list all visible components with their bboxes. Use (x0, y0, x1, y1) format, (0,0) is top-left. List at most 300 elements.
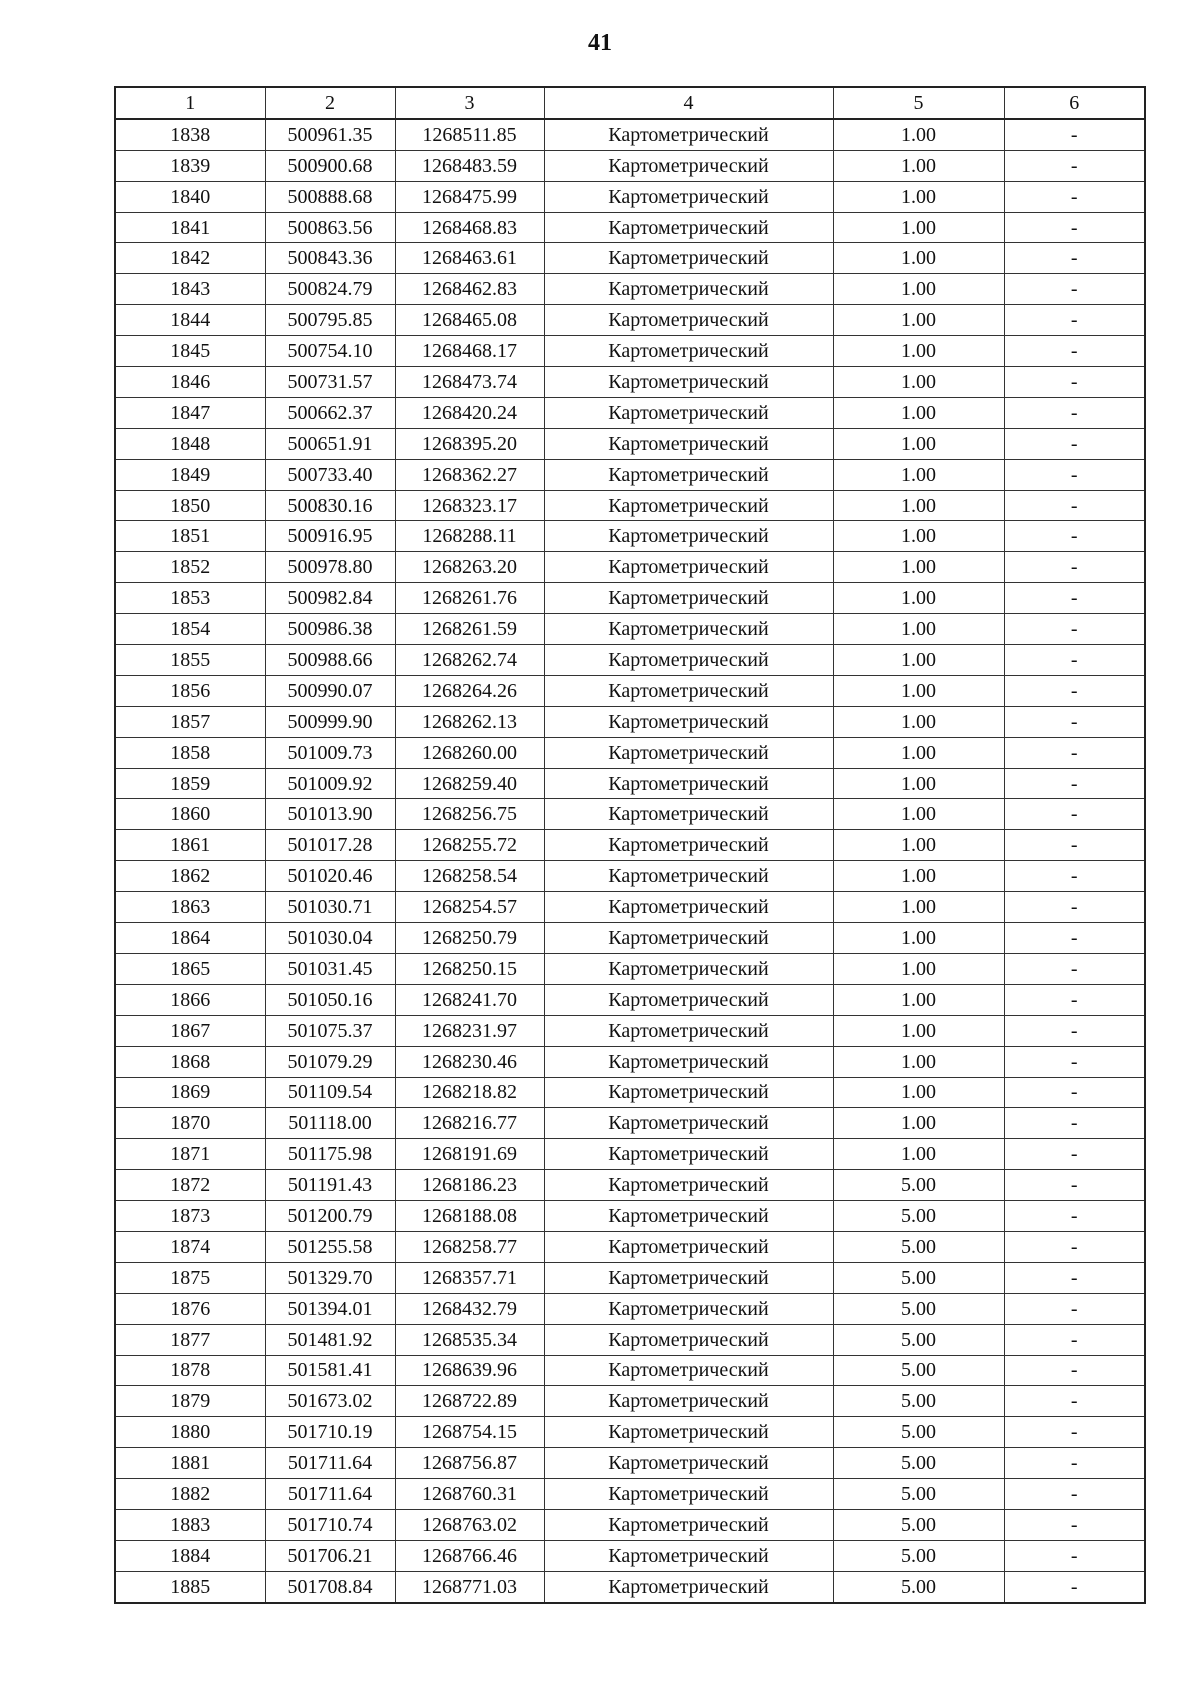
table-row (115, 181, 1145, 212)
x-coordinate-cell: 500863.56 (265, 212, 395, 243)
y-coordinate-cell: 1268639.96 (395, 1355, 544, 1386)
x-coordinate-cell: 501017.28 (265, 830, 395, 861)
method-cell: Картометрический (544, 1417, 833, 1448)
accuracy-cell: 1.00 (833, 614, 1004, 645)
y-coordinate-cell: 1268261.76 (395, 583, 544, 614)
y-coordinate-cell: 1268357.71 (395, 1262, 544, 1293)
x-coordinate-cell: 501581.41 (265, 1355, 395, 1386)
description-cell: - (1004, 953, 1145, 984)
point-number-cell: 1859 (115, 768, 265, 799)
accuracy-cell: 1.00 (833, 645, 1004, 676)
point-number-cell: 1875 (115, 1262, 265, 1293)
table-row (115, 490, 1145, 521)
point-number-cell: 1864 (115, 923, 265, 954)
y-coordinate-cell: 1268722.89 (395, 1386, 544, 1417)
method-cell: Картометрический (544, 212, 833, 243)
accuracy-cell: 1.00 (833, 737, 1004, 768)
accuracy-cell: 5.00 (833, 1231, 1004, 1262)
accuracy-cell: 1.00 (833, 1077, 1004, 1108)
accuracy-cell: 5.00 (833, 1386, 1004, 1417)
table-row (115, 953, 1145, 984)
table-row (115, 212, 1145, 243)
description-cell: - (1004, 367, 1145, 398)
point-number-cell: 1873 (115, 1201, 265, 1232)
method-cell: Картометрический (544, 799, 833, 830)
accuracy-cell: 1.00 (833, 1046, 1004, 1077)
description-cell: - (1004, 923, 1145, 954)
table-row (115, 1571, 1145, 1602)
description-cell: - (1004, 1231, 1145, 1262)
method-cell: Картометрический (544, 397, 833, 428)
method-cell: Картометрический (544, 830, 833, 861)
point-number-cell: 1884 (115, 1540, 265, 1571)
x-coordinate-cell: 501050.16 (265, 984, 395, 1015)
point-number-cell: 1847 (115, 397, 265, 428)
y-coordinate-cell: 1268432.79 (395, 1293, 544, 1324)
method-cell: Картометрический (544, 305, 833, 336)
point-number-cell: 1870 (115, 1108, 265, 1139)
point-number-cell: 1841 (115, 212, 265, 243)
y-coordinate-cell: 1268250.79 (395, 923, 544, 954)
accuracy-cell: 1.00 (833, 459, 1004, 490)
accuracy-cell: 1.00 (833, 428, 1004, 459)
description-cell: - (1004, 490, 1145, 521)
y-coordinate-cell: 1268186.23 (395, 1170, 544, 1201)
description-cell: - (1004, 675, 1145, 706)
y-coordinate-cell: 1268511.85 (395, 119, 544, 150)
point-number-cell: 1838 (115, 119, 265, 150)
method-cell: Картометрический (544, 1448, 833, 1479)
x-coordinate-cell: 501079.29 (265, 1046, 395, 1077)
accuracy-cell: 1.00 (833, 367, 1004, 398)
x-coordinate-cell: 500982.84 (265, 583, 395, 614)
y-coordinate-cell: 1268259.40 (395, 768, 544, 799)
y-coordinate-cell: 1268188.08 (395, 1201, 544, 1232)
table-row (115, 367, 1145, 398)
y-coordinate-cell: 1268230.46 (395, 1046, 544, 1077)
point-number-cell: 1855 (115, 645, 265, 676)
point-number-cell: 1885 (115, 1571, 265, 1602)
table-row (115, 1355, 1145, 1386)
accuracy-cell: 1.00 (833, 305, 1004, 336)
description-cell: - (1004, 150, 1145, 181)
table-row (115, 1479, 1145, 1510)
x-coordinate-cell: 501711.64 (265, 1448, 395, 1479)
point-number-cell: 1860 (115, 799, 265, 830)
accuracy-cell: 1.00 (833, 984, 1004, 1015)
table-row (115, 984, 1145, 1015)
method-cell: Картометрический (544, 1355, 833, 1386)
table-row (115, 830, 1145, 861)
y-coordinate-cell: 1268261.59 (395, 614, 544, 645)
point-number-cell: 1881 (115, 1448, 265, 1479)
table-row (115, 1448, 1145, 1479)
method-cell: Картометрический (544, 984, 833, 1015)
table-row (115, 274, 1145, 305)
table-row (115, 614, 1145, 645)
accuracy-cell: 5.00 (833, 1540, 1004, 1571)
x-coordinate-cell: 501394.01 (265, 1293, 395, 1324)
y-coordinate-cell: 1268218.82 (395, 1077, 544, 1108)
method-cell: Картометрический (544, 1571, 833, 1602)
point-number-cell: 1879 (115, 1386, 265, 1417)
method-cell: Картометрический (544, 1201, 833, 1232)
description-cell: - (1004, 1046, 1145, 1077)
y-coordinate-cell: 1268463.61 (395, 243, 544, 274)
x-coordinate-cell: 501708.84 (265, 1571, 395, 1602)
method-cell: Картометрический (544, 614, 833, 645)
x-coordinate-cell: 501200.79 (265, 1201, 395, 1232)
description-cell: - (1004, 1540, 1145, 1571)
point-number-cell: 1846 (115, 367, 265, 398)
y-coordinate-cell: 1268475.99 (395, 181, 544, 212)
y-coordinate-cell: 1268260.00 (395, 737, 544, 768)
method-cell: Картометрический (544, 428, 833, 459)
description-cell: - (1004, 1417, 1145, 1448)
x-coordinate-cell: 500795.85 (265, 305, 395, 336)
method-cell: Картометрический (544, 1046, 833, 1077)
y-coordinate-cell: 1268420.24 (395, 397, 544, 428)
x-coordinate-cell: 501009.92 (265, 768, 395, 799)
point-number-cell: 1876 (115, 1293, 265, 1324)
method-cell: Картометрический (544, 583, 833, 614)
description-cell: - (1004, 892, 1145, 923)
table-row (115, 1046, 1145, 1077)
method-cell: Картометрический (544, 1540, 833, 1571)
description-cell: - (1004, 861, 1145, 892)
point-number-cell: 1845 (115, 336, 265, 367)
description-cell: - (1004, 1015, 1145, 1046)
point-number-cell: 1839 (115, 150, 265, 181)
point-number-cell: 1850 (115, 490, 265, 521)
table-row (115, 1386, 1145, 1417)
x-coordinate-cell: 500988.66 (265, 645, 395, 676)
point-number-cell: 1843 (115, 274, 265, 305)
x-coordinate-cell: 500990.07 (265, 675, 395, 706)
table-row (115, 675, 1145, 706)
y-coordinate-cell: 1268231.97 (395, 1015, 544, 1046)
point-number-cell: 1854 (115, 614, 265, 645)
description-cell: - (1004, 737, 1145, 768)
table-row (115, 336, 1145, 367)
description-cell: - (1004, 1139, 1145, 1170)
table-body (115, 119, 1145, 1603)
accuracy-cell: 5.00 (833, 1571, 1004, 1602)
accuracy-cell: 1.00 (833, 830, 1004, 861)
table-header (115, 87, 1145, 119)
x-coordinate-cell: 500731.57 (265, 367, 395, 398)
y-coordinate-cell: 1268254.57 (395, 892, 544, 923)
description-cell: - (1004, 521, 1145, 552)
table-row (115, 799, 1145, 830)
description-cell: - (1004, 552, 1145, 583)
x-coordinate-cell: 500978.80 (265, 552, 395, 583)
y-coordinate-cell: 1268262.13 (395, 706, 544, 737)
description-cell: - (1004, 428, 1145, 459)
description-cell: - (1004, 1355, 1145, 1386)
accuracy-cell: 1.00 (833, 768, 1004, 799)
method-cell: Картометрический (544, 675, 833, 706)
method-cell: Картометрический (544, 1015, 833, 1046)
method-cell: Картометрический (544, 1386, 833, 1417)
table-row (115, 1108, 1145, 1139)
method-cell: Картометрический (544, 1108, 833, 1139)
description-cell: - (1004, 1201, 1145, 1232)
description-cell: - (1004, 181, 1145, 212)
coordinates-table (114, 86, 1146, 1604)
method-cell: Картометрический (544, 861, 833, 892)
method-cell: Картометрический (544, 1509, 833, 1540)
table-row (115, 150, 1145, 181)
description-cell: - (1004, 1571, 1145, 1602)
x-coordinate-cell: 501255.58 (265, 1231, 395, 1262)
method-cell: Картометрический (544, 1231, 833, 1262)
table-row (115, 1324, 1145, 1355)
description-cell: - (1004, 1108, 1145, 1139)
x-coordinate-cell: 501109.54 (265, 1077, 395, 1108)
accuracy-cell: 5.00 (833, 1509, 1004, 1540)
table-row (115, 1231, 1145, 1262)
method-cell: Картометрический (544, 768, 833, 799)
method-cell: Картометрический (544, 1077, 833, 1108)
accuracy-cell: 1.00 (833, 799, 1004, 830)
x-coordinate-cell: 501706.21 (265, 1540, 395, 1571)
accuracy-cell: 1.00 (833, 923, 1004, 954)
y-coordinate-cell: 1268288.11 (395, 521, 544, 552)
accuracy-cell: 5.00 (833, 1417, 1004, 1448)
accuracy-cell: 5.00 (833, 1479, 1004, 1510)
y-coordinate-cell: 1268256.75 (395, 799, 544, 830)
x-coordinate-cell: 500824.79 (265, 274, 395, 305)
description-cell: - (1004, 1479, 1145, 1510)
description-cell: - (1004, 1386, 1145, 1417)
table-row (115, 305, 1145, 336)
point-number-cell: 1868 (115, 1046, 265, 1077)
x-coordinate-cell: 501031.45 (265, 953, 395, 984)
point-number-cell: 1853 (115, 583, 265, 614)
method-cell: Картометрический (544, 150, 833, 181)
x-coordinate-cell: 500888.68 (265, 181, 395, 212)
point-number-cell: 1848 (115, 428, 265, 459)
description-cell: - (1004, 397, 1145, 428)
y-coordinate-cell: 1268362.27 (395, 459, 544, 490)
y-coordinate-cell: 1268756.87 (395, 1448, 544, 1479)
accuracy-cell: 1.00 (833, 1015, 1004, 1046)
accuracy-cell: 1.00 (833, 675, 1004, 706)
method-cell: Картометрический (544, 645, 833, 676)
method-cell: Картометрический (544, 181, 833, 212)
accuracy-cell: 1.00 (833, 150, 1004, 181)
column-header-1: 1 (115, 87, 265, 119)
x-coordinate-cell: 500733.40 (265, 459, 395, 490)
y-coordinate-cell: 1268258.77 (395, 1231, 544, 1262)
method-cell: Картометрический (544, 459, 833, 490)
table-row (115, 1262, 1145, 1293)
table-row (115, 1417, 1145, 1448)
x-coordinate-cell: 500916.95 (265, 521, 395, 552)
point-number-cell: 1861 (115, 830, 265, 861)
accuracy-cell: 1.00 (833, 953, 1004, 984)
y-coordinate-cell: 1268395.20 (395, 428, 544, 459)
y-coordinate-cell: 1268264.26 (395, 675, 544, 706)
accuracy-cell: 1.00 (833, 397, 1004, 428)
accuracy-cell: 1.00 (833, 521, 1004, 552)
method-cell: Картометрический (544, 490, 833, 521)
accuracy-cell: 1.00 (833, 490, 1004, 521)
point-number-cell: 1883 (115, 1509, 265, 1540)
accuracy-cell: 1.00 (833, 1139, 1004, 1170)
x-coordinate-cell: 500754.10 (265, 336, 395, 367)
x-coordinate-cell: 501481.92 (265, 1324, 395, 1355)
description-cell: - (1004, 706, 1145, 737)
x-coordinate-cell: 500900.68 (265, 150, 395, 181)
description-cell: - (1004, 1077, 1145, 1108)
description-cell: - (1004, 799, 1145, 830)
x-coordinate-cell: 501710.19 (265, 1417, 395, 1448)
x-coordinate-cell: 500651.91 (265, 428, 395, 459)
table-row (115, 459, 1145, 490)
table-row (115, 861, 1145, 892)
x-coordinate-cell: 501191.43 (265, 1170, 395, 1201)
table-row (115, 119, 1145, 150)
point-number-cell: 1865 (115, 953, 265, 984)
description-cell: - (1004, 1324, 1145, 1355)
x-coordinate-cell: 501673.02 (265, 1386, 395, 1417)
x-coordinate-cell: 501075.37 (265, 1015, 395, 1046)
x-coordinate-cell: 500830.16 (265, 490, 395, 521)
point-number-cell: 1842 (115, 243, 265, 274)
point-number-cell: 1858 (115, 737, 265, 768)
point-number-cell: 1857 (115, 706, 265, 737)
description-cell: - (1004, 1509, 1145, 1540)
y-coordinate-cell: 1268763.02 (395, 1509, 544, 1540)
accuracy-cell: 5.00 (833, 1324, 1004, 1355)
description-cell: - (1004, 830, 1145, 861)
y-coordinate-cell: 1268760.31 (395, 1479, 544, 1510)
table-row (115, 1201, 1145, 1232)
method-cell: Картометрический (544, 1170, 833, 1201)
method-cell: Картометрический (544, 521, 833, 552)
description-cell: - (1004, 645, 1145, 676)
description-cell: - (1004, 614, 1145, 645)
x-coordinate-cell: 500843.36 (265, 243, 395, 274)
table-row (115, 1139, 1145, 1170)
table-row (115, 1077, 1145, 1108)
y-coordinate-cell: 1268191.69 (395, 1139, 544, 1170)
description-cell: - (1004, 305, 1145, 336)
column-header-4: 4 (544, 87, 833, 119)
y-coordinate-cell: 1268468.17 (395, 336, 544, 367)
method-cell: Картометрический (544, 1139, 833, 1170)
description-cell: - (1004, 1293, 1145, 1324)
table-row (115, 552, 1145, 583)
table-row (115, 737, 1145, 768)
accuracy-cell: 1.00 (833, 861, 1004, 892)
table-row (115, 583, 1145, 614)
description-cell: - (1004, 119, 1145, 150)
y-coordinate-cell: 1268241.70 (395, 984, 544, 1015)
table-row (115, 706, 1145, 737)
method-cell: Картометрический (544, 737, 833, 768)
point-number-cell: 1877 (115, 1324, 265, 1355)
description-cell: - (1004, 1448, 1145, 1479)
accuracy-cell: 5.00 (833, 1355, 1004, 1386)
y-coordinate-cell: 1268216.77 (395, 1108, 544, 1139)
method-cell: Картометрический (544, 336, 833, 367)
point-number-cell: 1867 (115, 1015, 265, 1046)
y-coordinate-cell: 1268263.20 (395, 552, 544, 583)
accuracy-cell: 5.00 (833, 1293, 1004, 1324)
method-cell: Картометрический (544, 1293, 833, 1324)
description-cell: - (1004, 212, 1145, 243)
point-number-cell: 1878 (115, 1355, 265, 1386)
description-cell: - (1004, 583, 1145, 614)
table-row (115, 1015, 1145, 1046)
column-header-5: 5 (833, 87, 1004, 119)
accuracy-cell: 1.00 (833, 892, 1004, 923)
table-row (115, 645, 1145, 676)
table-row (115, 1293, 1145, 1324)
point-number-cell: 1869 (115, 1077, 265, 1108)
method-cell: Картометрический (544, 367, 833, 398)
point-number-cell: 1852 (115, 552, 265, 583)
x-coordinate-cell: 500662.37 (265, 397, 395, 428)
y-coordinate-cell: 1268258.54 (395, 861, 544, 892)
table-row (115, 397, 1145, 428)
accuracy-cell: 5.00 (833, 1170, 1004, 1201)
x-coordinate-cell: 501118.00 (265, 1108, 395, 1139)
accuracy-cell: 1.00 (833, 336, 1004, 367)
table-row (115, 923, 1145, 954)
method-cell: Картометрический (544, 1479, 833, 1510)
x-coordinate-cell: 500999.90 (265, 706, 395, 737)
method-cell: Картометрический (544, 274, 833, 305)
point-number-cell: 1851 (115, 521, 265, 552)
accuracy-cell: 1.00 (833, 274, 1004, 305)
point-number-cell: 1844 (115, 305, 265, 336)
x-coordinate-cell: 501329.70 (265, 1262, 395, 1293)
point-number-cell: 1866 (115, 984, 265, 1015)
point-number-cell: 1871 (115, 1139, 265, 1170)
description-cell: - (1004, 274, 1145, 305)
description-cell: - (1004, 1262, 1145, 1293)
point-number-cell: 1849 (115, 459, 265, 490)
accuracy-cell: 1.00 (833, 212, 1004, 243)
point-number-cell: 1874 (115, 1231, 265, 1262)
table-row (115, 1170, 1145, 1201)
accuracy-cell: 1.00 (833, 181, 1004, 212)
method-cell: Картометрический (544, 119, 833, 150)
point-number-cell: 1882 (115, 1479, 265, 1510)
y-coordinate-cell: 1268754.15 (395, 1417, 544, 1448)
accuracy-cell: 5.00 (833, 1201, 1004, 1232)
table-row (115, 1540, 1145, 1571)
x-coordinate-cell: 501020.46 (265, 861, 395, 892)
description-cell: - (1004, 984, 1145, 1015)
method-cell: Картометрический (544, 923, 833, 954)
point-number-cell: 1840 (115, 181, 265, 212)
accuracy-cell: 1.00 (833, 1108, 1004, 1139)
y-coordinate-cell: 1268473.74 (395, 367, 544, 398)
method-cell: Картометрический (544, 243, 833, 274)
point-number-cell: 1880 (115, 1417, 265, 1448)
table-row (115, 892, 1145, 923)
accuracy-cell: 5.00 (833, 1448, 1004, 1479)
x-coordinate-cell: 501030.04 (265, 923, 395, 954)
point-number-cell: 1856 (115, 675, 265, 706)
method-cell: Картометрический (544, 552, 833, 583)
x-coordinate-cell: 500961.35 (265, 119, 395, 150)
